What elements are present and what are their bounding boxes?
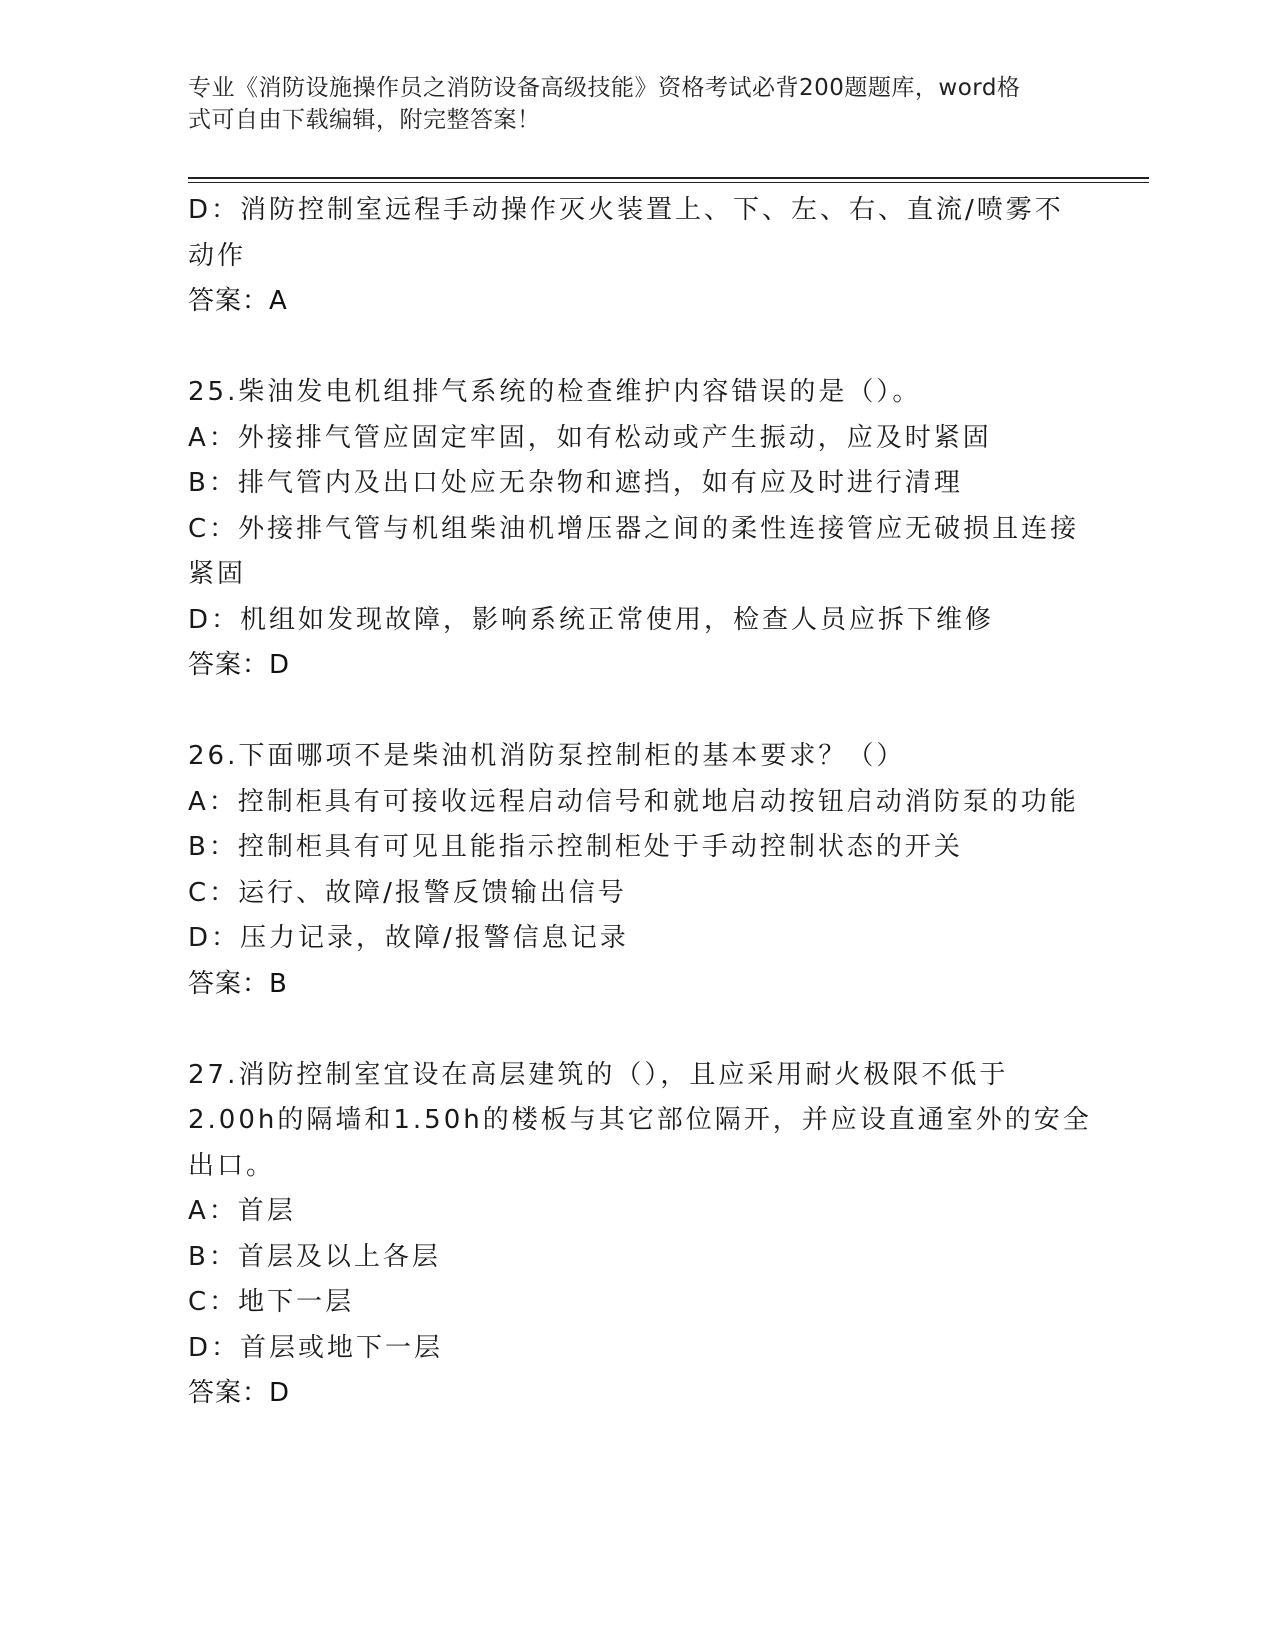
document-header bbox=[188, 72, 1068, 136]
option-line: D：首层或地下一层 bbox=[188, 1332, 444, 1363]
question-stem-line: 26.下面哪项不是柴油机消防泵控制柜的基本要求？（） bbox=[188, 741, 906, 771]
option-line: B：首层及以上各层 bbox=[188, 1241, 441, 1272]
option-d-line: 动作 bbox=[188, 240, 247, 271]
option-line: 紧固 bbox=[188, 559, 247, 589]
option-line: C：外接排气管与机组柴油机增压器之间的柔性连接管应无破损且连接 bbox=[188, 513, 1080, 544]
answer-line: 答案：A bbox=[188, 286, 288, 316]
header-divider-thick bbox=[188, 177, 1149, 179]
answer-line: 答案：D bbox=[188, 1378, 291, 1408]
question-stem-line: 2.00h的隔墙和1.50h的楼板与其它部位隔开，并应设直通室外的安全 bbox=[188, 1105, 1092, 1135]
option-line: B：排气管内及出口处应无杂物和遮挡，如有应及时进行清理 bbox=[188, 468, 963, 498]
previous-question-tail bbox=[188, 188, 1088, 325]
question-stem-line: 27.消防控制室宜设在高层建筑的（），且应采用耐火极限不低于 bbox=[188, 1059, 1009, 1090]
option-line: A：首层 bbox=[188, 1196, 296, 1226]
option-line: A：外接排气管应固定牢固，如有松动或产生振动，应及时紧固 bbox=[188, 422, 992, 453]
option-line: B：控制柜具有可见且能指示控制柜处于手动控制状态的开关 bbox=[188, 832, 963, 862]
question-spacer bbox=[188, 1007, 1088, 1053]
option-line: C：运行、故障/报警反馈输出信号 bbox=[188, 877, 627, 908]
question-block bbox=[188, 734, 1088, 1007]
option-line: D：机组如发现故障，影响系统正常使用，检查人员应拆下维修 bbox=[188, 604, 995, 635]
question-block bbox=[188, 370, 1088, 689]
question-stem-line: 25.柴油发电机组排气系统的检查维护内容错误的是（）。 bbox=[188, 377, 922, 407]
question-block bbox=[188, 1053, 1092, 1417]
option-d-line: D：消防控制室远程手动操作灭火装置上、下、左、右、直流/喷雾不 bbox=[188, 195, 1064, 225]
question-stem-line: 出口。 bbox=[188, 1150, 276, 1181]
option-line: C：地下一层 bbox=[188, 1287, 355, 1317]
option-line: D：压力记录，故障/报警信息记录 bbox=[188, 923, 629, 953]
question-spacer bbox=[188, 689, 1088, 735]
question-list bbox=[188, 188, 1092, 1417]
header-line-1: 专业《消防设施操作员之消防设备高级技能》资格考试必背200题题库，word格 bbox=[188, 75, 1021, 101]
header-line-2: 式可自由下载编辑，附完整答案！ bbox=[188, 107, 541, 133]
option-line: A：控制柜具有可接收远程启动信号和就地启动按钮启动消防泵的功能 bbox=[188, 786, 1079, 817]
answer-line: 答案：B bbox=[188, 968, 288, 999]
header-divider-thin bbox=[188, 182, 1149, 183]
questions-container bbox=[188, 325, 1092, 1417]
answer-line: 答案：D bbox=[188, 650, 291, 680]
question-spacer bbox=[188, 325, 1088, 371]
